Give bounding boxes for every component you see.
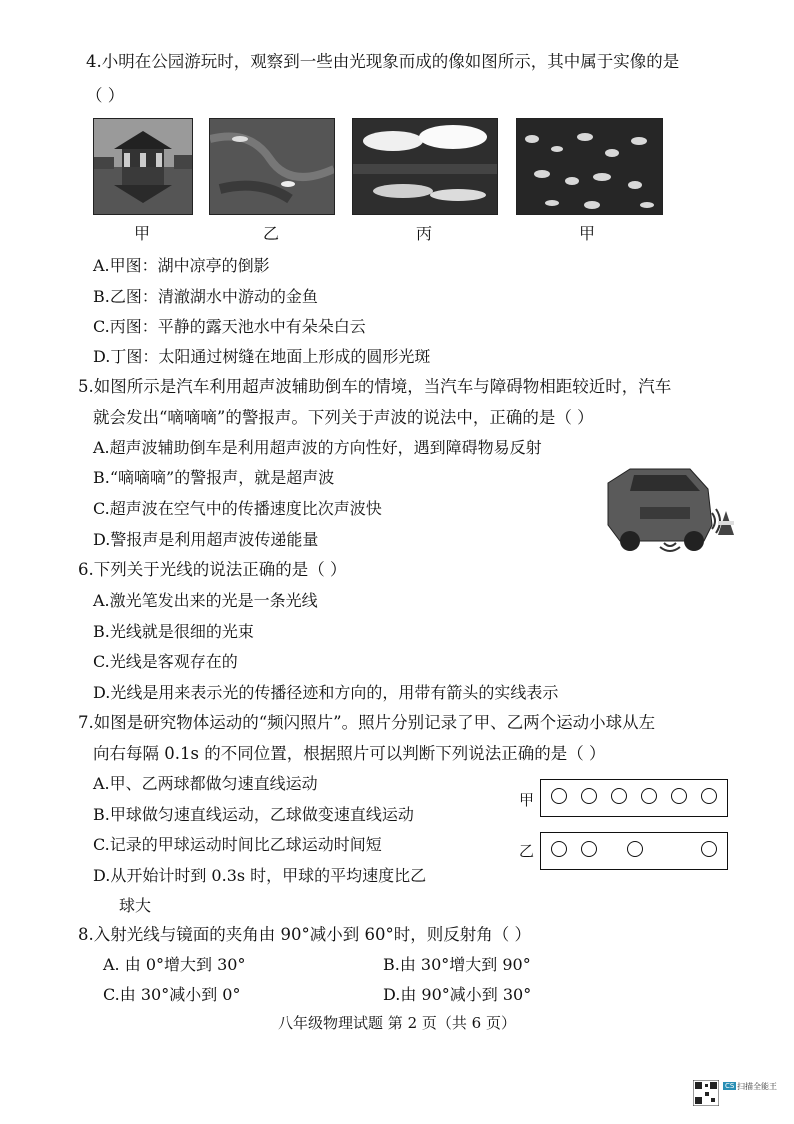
pavilion-reflection-image [94,119,192,214]
q7-stem-line1: 7.如图是研究物体运动的“频闪照片”。照片分别记录了甲、乙两个运动小球从左 [78,713,656,732]
q7-stem-line2: 向右每隔 0.1s 的不同位置，根据照片可以判断下列说法正确的是（ ） [93,744,606,763]
qr-code-icon [693,1080,719,1106]
q4-option-b: B.乙图：清澈湖水中游动的金鱼 [93,287,318,306]
reversing-car-illustration [600,463,745,558]
strip-label-yi: 乙 [519,842,535,860]
q7-option-d-continued: 球大 [119,896,152,915]
ball-yi-2 [581,841,597,857]
ball-yi-1 [551,841,567,857]
ball-jia-3 [611,788,627,804]
q4-option-a: A.甲图：湖中凉亭的倒影 [93,256,270,275]
q4-photo-jia [93,118,193,215]
q7-option-d: D.从开始计时到 0.3s 时，甲球的平均速度比乙 [93,866,427,885]
q6-stem: 6.下列关于光线的说法正确的是（ ） [78,560,347,579]
q4-caption-1: 甲 [133,224,150,243]
q4-caption-3: 丙 [415,224,432,243]
q7-option-b: B.甲球做匀速直线运动，乙球做变速直线运动 [93,805,414,824]
q5-option-c: C.超声波在空气中的传播速度比次声波快 [93,499,382,518]
q8-option-c: C.由 30°减小到 0° [103,985,241,1004]
ball-jia-2 [581,788,597,804]
q8-option-a: A. 由 0°增大到 30° [103,955,246,974]
q8-option-b: B.由 30°增大到 90° [383,955,531,974]
ball-jia-1 [551,788,567,804]
pool-clouds-image [353,119,497,214]
q8-stem: 8.入射光线与镜面的夹角由 90°减小到 60°时，则反射角（ ） [78,925,531,944]
ball-yi-4 [701,841,717,857]
q8-option-d: D.由 90°减小到 30° [383,985,532,1004]
light-spots-image [517,119,662,214]
q5-option-a: A.超声波辅助倒车是利用超声波的方向性好，遇到障碍物易反射 [93,438,542,457]
q6-option-a: A.激光笔发出来的光是一条光线 [93,591,318,610]
strobe-strip-yi [540,832,728,870]
q4-option-c: C.丙图：平静的露天池水中有朵朵白云 [93,317,366,336]
q4-caption-2: 乙 [262,224,279,243]
goldfish-image [210,119,334,214]
q5-option-b: B.“嘀嘀嘀”的警报声，就是超声波 [93,468,335,487]
q4-option-d: D.丁图：太阳通过树缝在地面上形成的圆形光斑 [93,347,431,366]
q6-option-c: C.光线是客观存在的 [93,652,238,671]
q5-option-d: D.警报声是利用超声波传递能量 [93,530,319,549]
ball-jia-5 [671,788,687,804]
q5-stem-line1: 5.如图所示是汽车利用超声波辅助倒车的情境，当汽车与障碍物相距较近时，汽车 [78,377,672,396]
ball-yi-3 [627,841,643,857]
q7-option-c: C.记录的甲球运动时间比乙球运动时间短 [93,835,382,854]
q7-option-a: A.甲、乙两球都做匀速直线运动 [93,774,318,793]
q4-photo-ding [516,118,663,215]
scanner-badge: CS [725,1082,735,1090]
q6-option-b: B.光线就是很细的光束 [93,622,254,641]
strobe-strip-jia [540,779,728,817]
q5-stem-line2: 就会发出“嘀嘀嘀”的警报声。下列关于声波的说法中，正确的是（ ） [93,408,594,427]
q4-photo-bing [352,118,498,215]
strip-label-jia: 甲 [519,791,535,809]
ball-jia-6 [701,788,717,804]
page-footer: 八年级物理试题 第 2 页（共 6 页） [278,1014,516,1032]
ball-jia-4 [641,788,657,804]
scanner-name: 扫描全能王 [737,1082,777,1091]
q6-option-d: D.光线是用来表示光的传播径迹和方向的，用带有箭头的实线表示 [93,683,559,702]
q4-stem: 4.小明在公园游玩时，观察到一些由光现象而成的像如图所示，其中属于实像的是 [86,52,680,71]
q4-answer-paren: （ ） [86,86,125,105]
q4-caption-4: 甲 [578,224,595,243]
scanner-watermark [693,1080,785,1108]
q4-photo-yi [209,118,335,215]
